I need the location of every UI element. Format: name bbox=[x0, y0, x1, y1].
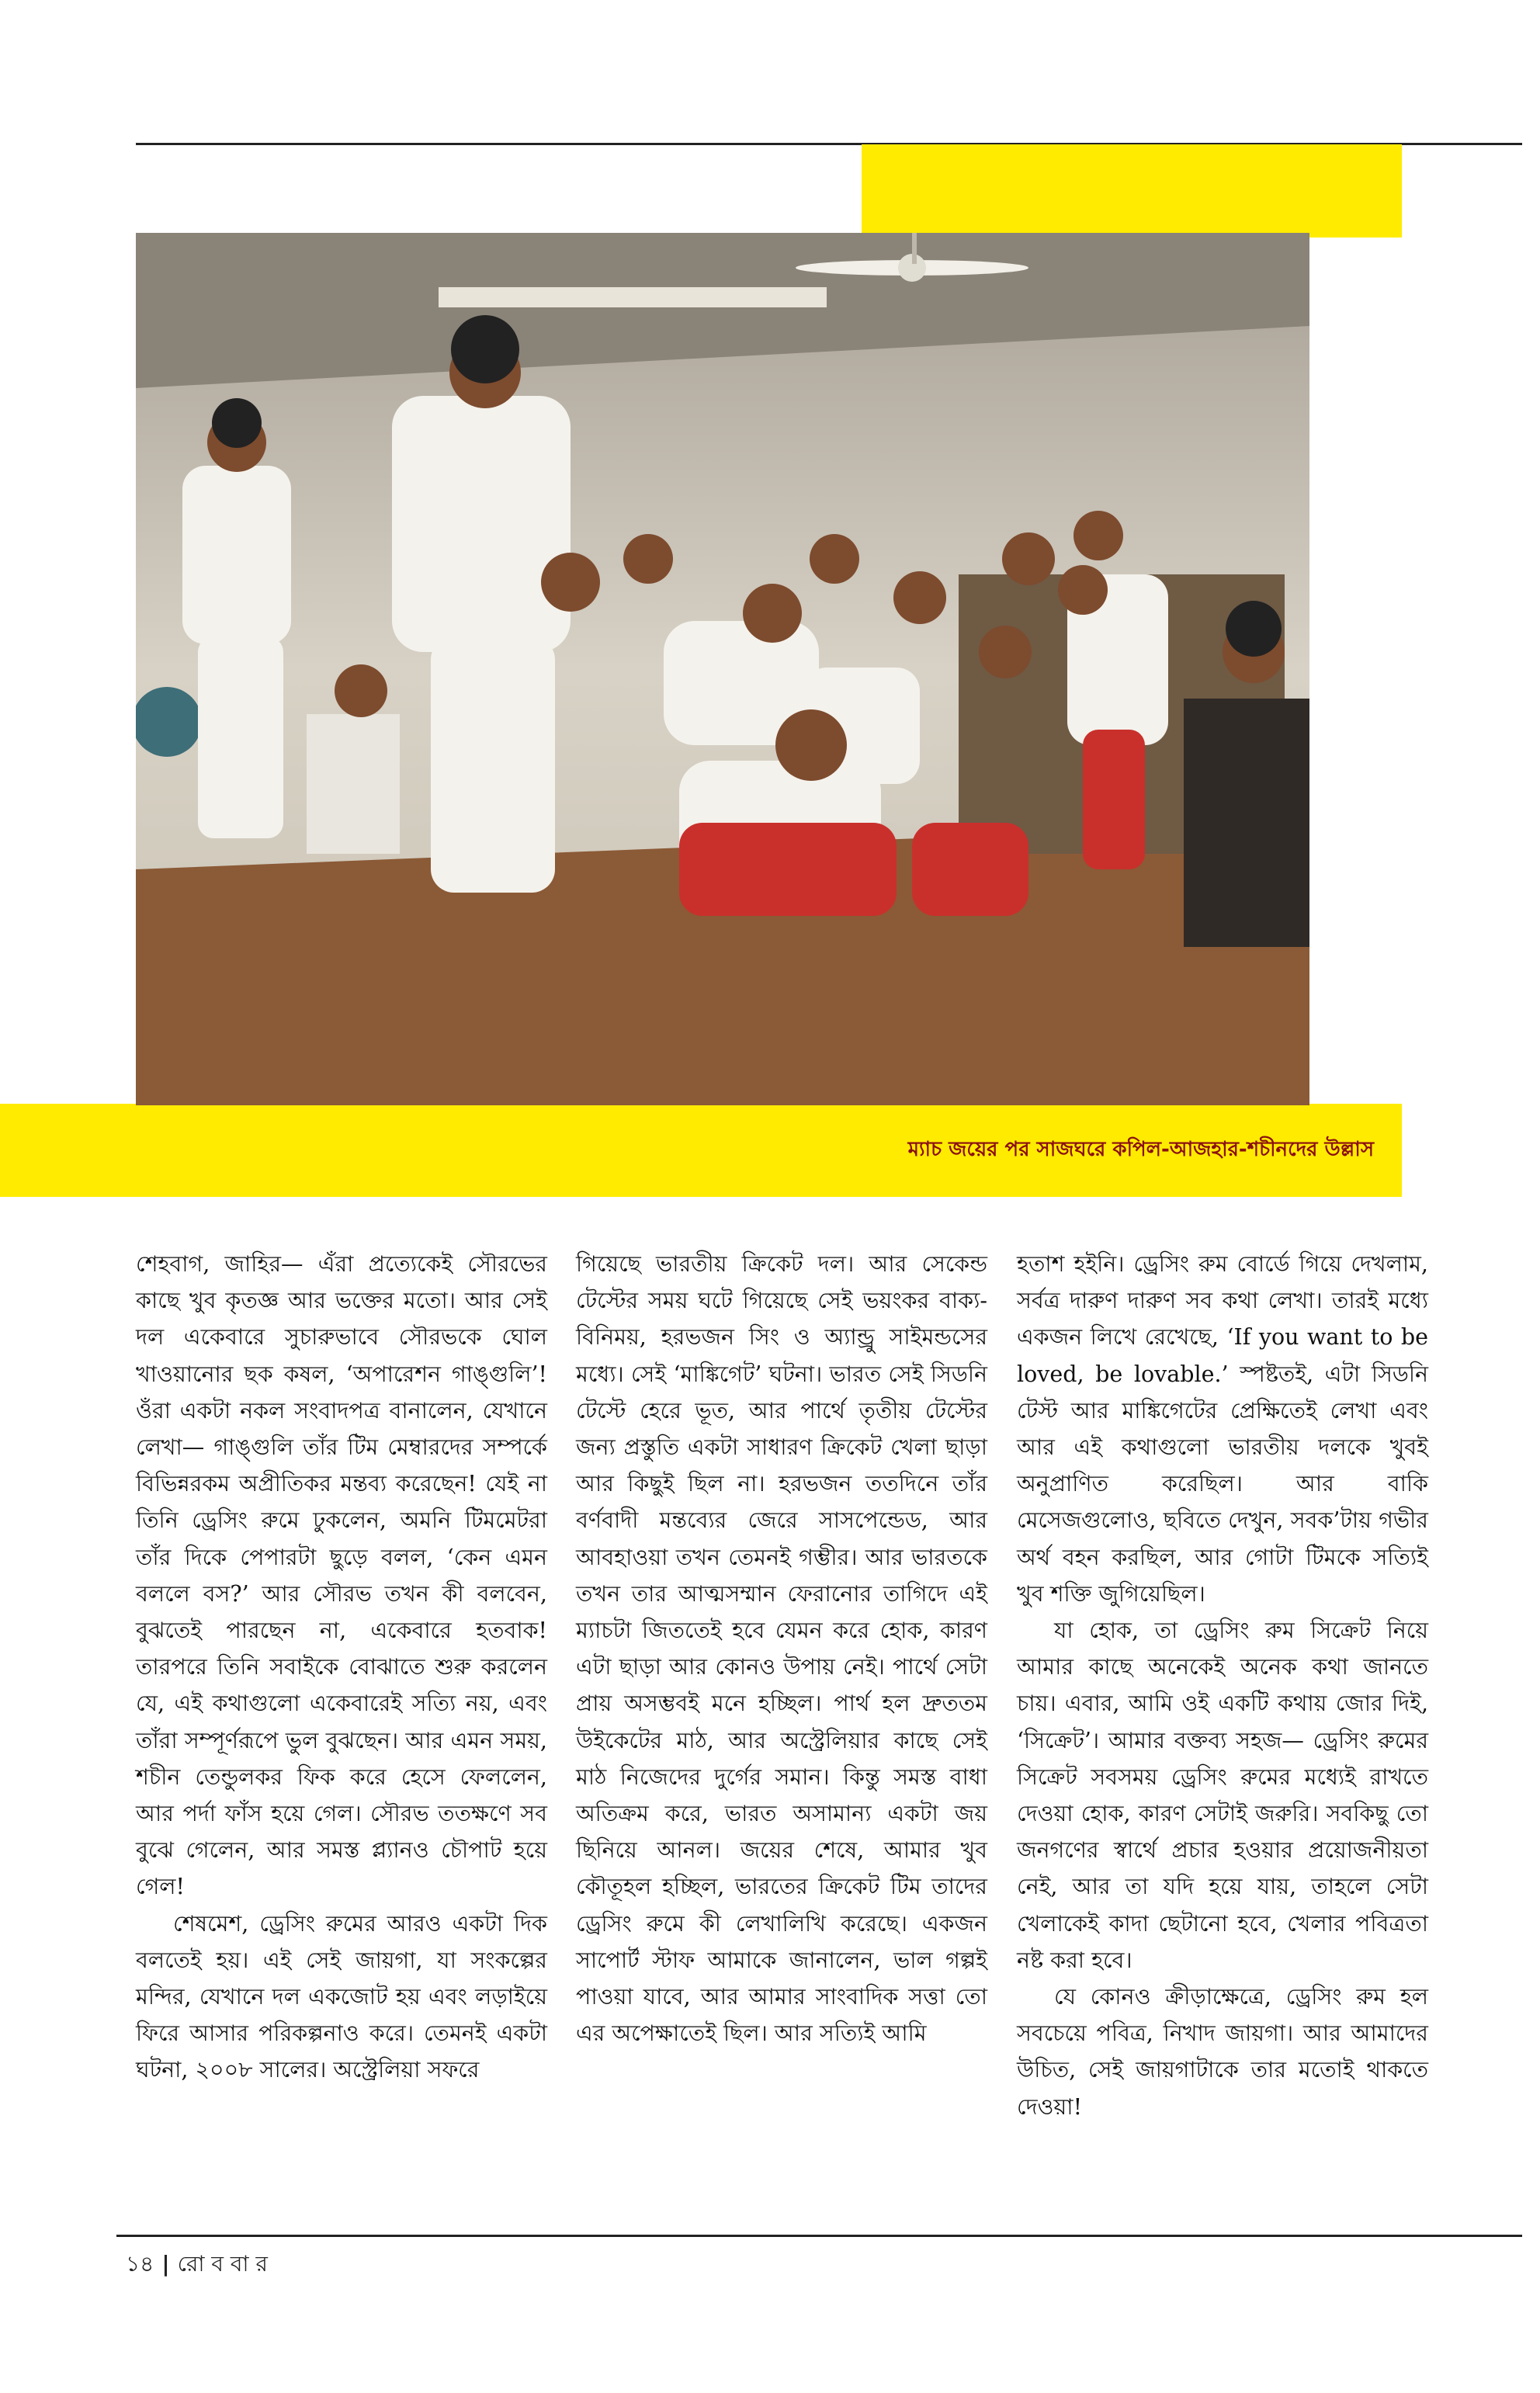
footer-rule bbox=[116, 2235, 1522, 2237]
article-paragraph: গিয়েছে ভারতীয় ক্রিকেট দল। আর সেকেন্ড টেস্টের সময় ঘটে গিয়েছে সেই ভয়ংকর বাক্য-বিনিময়, হরভজন সিং ও অ্যান্ড্রু সাইমন্ডসের মধ্যে। সেই ‘মাঙ্কিগেট’ ঘটনা। ভারত সেই সিডনি টেস্টে হেরে ভূত, আর পার্থে তৃতীয় টেস্টের জন্য প্রস্তুতি একটা সাধারণ ক্রিকেট খেলা ছাড়া আর কিছুই ছিল না। হরভজন ততদিনে তাঁর বর্ণবাদী মন্তব্যের জেরে সাসপেন্ডেড, আর আবহাওয়া তখন তেমনই গম্ভীর। আর ভারতকে তখন তার আত্মসম্মান ফেরানোর তাগিদে এই ম্যাচটা জিততেই হবে যেমন করে হোক, কারণ এটা ছাড়া আর কোনও উপায় নেই। পার্থে সেটা প্রায় অসম্ভবই মনে হচ্ছিল। পার্থ হল দ্রুততম উইকেটের মাঠ, আর অস্ট্রেলিয়ার কাছে সেই মাঠ নিজেদের দুর্গের সমান। কিন্তু সমস্ত বাধা অতিক্রম করে, ভারত অসামান্য একটা জয় ছিনিয়ে আনল। জয়ের শেষে, আমার খুব কৌতূহল হচ্ছিল, ভারতের ক্রিকেট টিম তাদের ড্রেসিং রুমে কী লেখালিখি করেছে। একজন সাপোর্ট স্টাফ আমাকে জানালেন, ভাল গল্পই পাওয়া যাবে, আর আমার সাংবাদিক সত্তা তো এর অপেক্ষাতেই ছিল। আর সত্যিই আমি bbox=[576, 1251, 987, 2047]
photo-caption: ম্যাচ জয়ের পর সাজঘরে কপিল-আজহার-শচীনদের উল্লাস bbox=[907, 1138, 1374, 1161]
team-celebration-photo bbox=[136, 233, 1309, 1105]
article-column-2 bbox=[576, 1246, 987, 2051]
article-column-3 bbox=[1017, 1246, 1428, 2125]
page-number: ১৪ bbox=[126, 2251, 154, 2277]
article-column-1 bbox=[136, 1246, 547, 2089]
page-footer bbox=[126, 2247, 268, 2284]
article-paragraph: যে কোনও ক্রীড়াক্ষেত্রে, ড্রেসিং রুম হল সবচেয়ে পবিত্র, নিখাদ জায়গা। আর আমাদের উচিত, সেই জায়গাটাকে তার মতোই থাকতে দেওয়া! bbox=[1017, 1984, 1428, 2120]
article-paragraph: শেষমেশ, ড্রেসিং রুমের আরও একটা দিক বলতেই হয়। এই সেই জায়গা, যা সংকল্পের মন্দির, যেখানে দল একজোট হয় এবং লড়াইয়ে ফিরে আসার পরিকল্পনাও করে। তেমনই একটা ঘটনা, ২০০৮ সালের। অস্ট্রেলিয়া সফরে bbox=[136, 1910, 547, 2083]
yellow-accent-block bbox=[862, 144, 1402, 238]
magazine-name: রো ব বা র bbox=[177, 2251, 268, 2277]
article-paragraph: হতাশ হইনি। ড্রেসিং রুম বোর্ডে গিয়ে দেখলাম, সর্বত্র দারুণ দারুণ সব কথা লেখা। তারই মধ্যে একজন লিখে রেখেছে, ‘If you want to be loved, be lovable.’ স্পষ্টতই, এটা সিডনি টেস্ট আর মাঙ্কিগেটের প্রেক্ষিতেই লেখা এবং আর এই কথাগুলো ভারতীয় দলকে খুবই অনুপ্রাণিত করেছিল। আর বাকি মেসেজগুলোও, ছবিতে দেখুন, সবক’টায় গভীর অর্থ বহন করছিল, আর গোটা টিমকে সত্যিই খুব শক্তি জুগিয়েছিল। bbox=[1017, 1251, 1428, 1607]
article-paragraph: যা হোক, তা ড্রেসিং রুম সিক্রেট নিয়ে আমার কাছে অনেকেই অনেক কথা জানতে চায়। এবার, আমি ওই একটি কথায় জোর দিই, ‘সিক্রেট’। আমার বক্তব্য সহজ— ড্রেসিং রুমের সিক্রেট সবসময় ড্রেসিং রুমের মধ্যেই রাখতে দেওয়া হোক, কারণ সেটাই জরুরি। সবকিছু তো জনগণের স্বার্থে প্রচার হওয়ার প্রয়োজনীয়তা নেই, আর তা যদি হয়ে যায়, তাহলে সেটা খেলাকেই কাদা ছেটানো হবে, খেলার পবিত্রতা নষ্ট করা হবে। bbox=[1017, 1618, 1428, 1973]
photo-illustration bbox=[136, 233, 1309, 1105]
article-paragraph: শেহবাগ, জাহির— এঁরা প্রত্যেকেই সৌরভের কাছে খুব কৃতজ্ঞ আর ভক্তের মতো। আর সেই দল একেবারে সুচারুভাবে সৌরভকে ঘোল খাওয়ানোর ছক কষল, ‘অপারেশন গাঙ্গুলি’! ওঁরা একটা নকল সংবাদপত্র বানালেন, যেখানে লেখা— গাঙ্গুলি তাঁর টিম মেম্বারদের সম্পর্কে বিভিন্নরকম অপ্রীতিকর মন্তব্য করেছেন! যেই না তিনি ড্রেসিং রুমে ঢুকলেন, অমনি টিমমেটরা তাঁর দিকে পেপারটা ছুড়ে বলল, ‘কেন এমন বললে বস?’ আর সৌরভ তখন কী বলবেন, বুঝতেই পারছেন না, একেবারে হতবাক! তারপরে তিনি সবাইকে বোঝাতে শুরু করলেন যে, এই কথাগুলো একেবারেই সত্যি নয়, এবং তাঁরা সম্পূর্ণরূপে ভুল বুঝছেন। আর এমন সময়, শচীন তেন্ডুলকর ফিক করে হেসে ফেললেন, আর পর্দা ফাঁস হয়ে গেল। সৌরভ ততক্ষণে সব বুঝে গেলেন, আর সমস্ত প্ল্যানও চৌপাট হয়ে গেল! bbox=[136, 1251, 547, 1900]
footer-separator: | bbox=[161, 2251, 170, 2277]
